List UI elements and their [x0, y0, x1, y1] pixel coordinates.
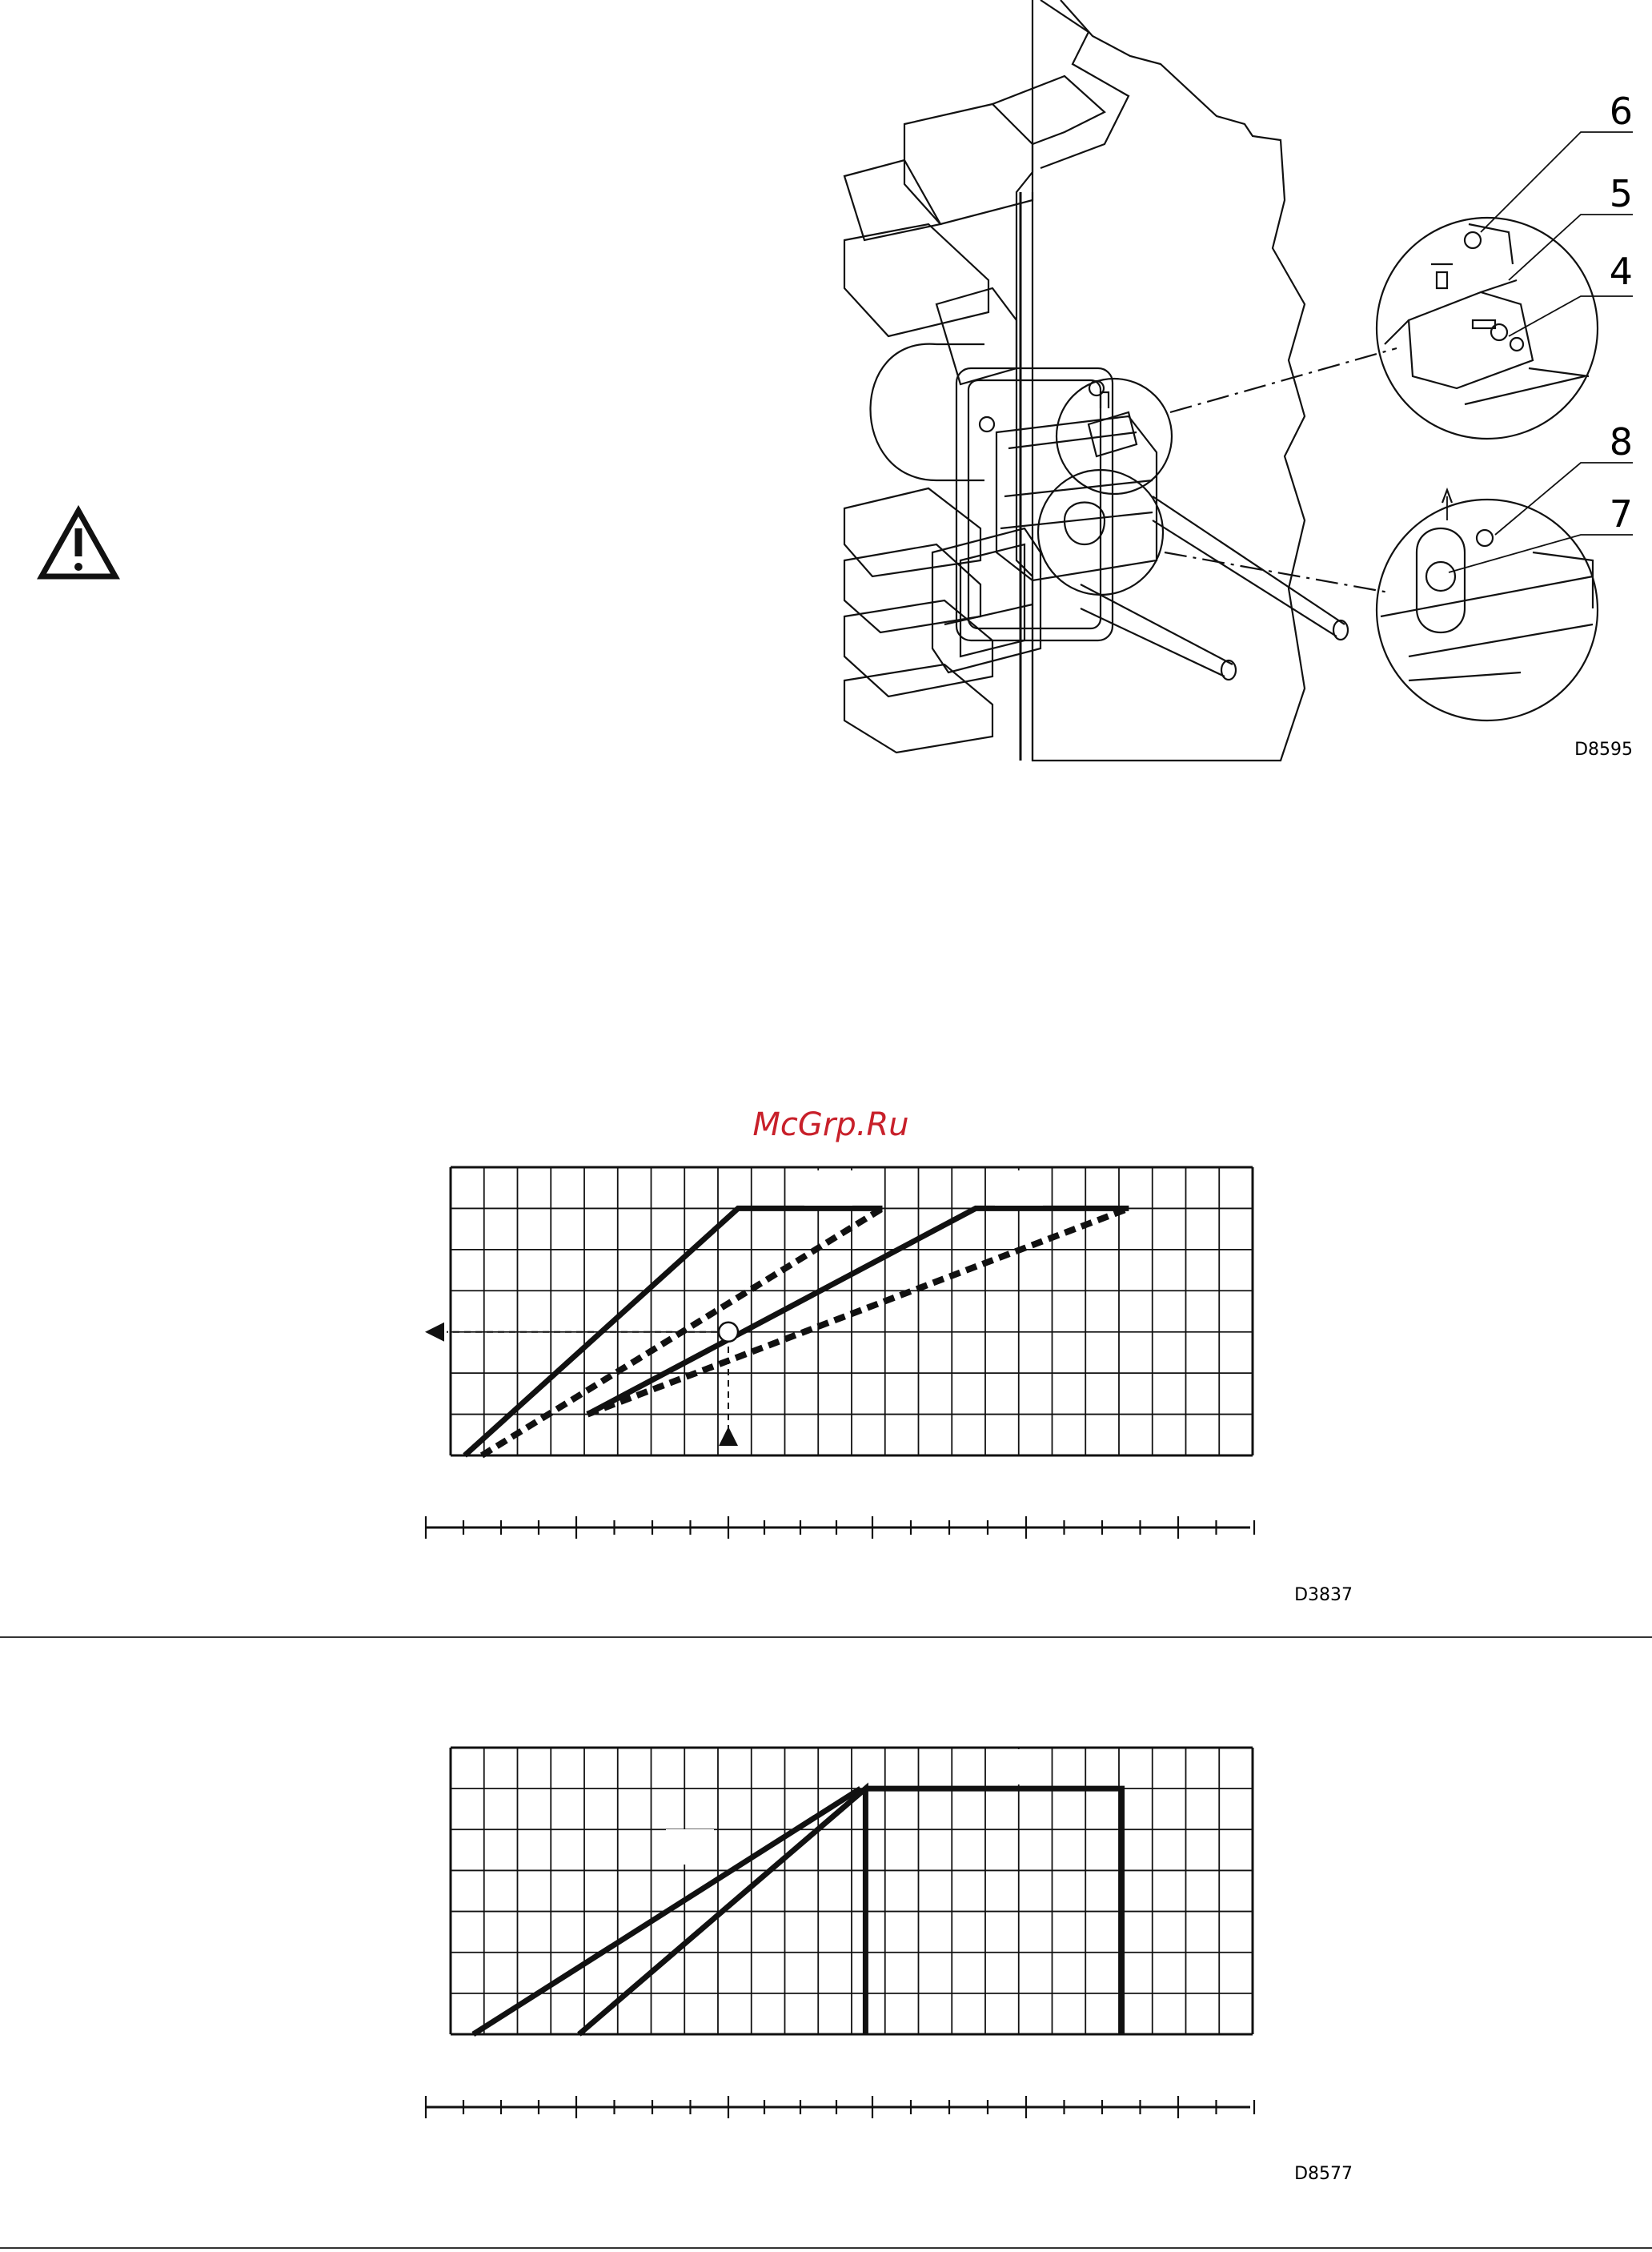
example-up-arrow [719, 1427, 738, 1446]
series-label-bg [804, 1170, 852, 1206]
callout-6: 6 [1609, 90, 1633, 133]
chart-d3837 [425, 1167, 1254, 1539]
callout-5: 5 [1609, 172, 1633, 215]
example-point-marker [719, 1323, 738, 1342]
chart-code-d3837: D3837 [1294, 1585, 1353, 1605]
callout-8: 8 [1609, 420, 1633, 464]
watermark-text: McGrp.Ru [752, 1106, 909, 1143]
callout-7: 7 [1609, 492, 1633, 536]
drawing-code-top: D8595 [1574, 740, 1633, 760]
series-line-44-dashed [587, 1208, 1129, 1414]
callout-4: 4 [1609, 250, 1633, 293]
example-left-arrow [425, 1323, 444, 1342]
series-label-bg [666, 1829, 714, 1865]
warning-triangle-icon [42, 511, 115, 576]
series-label-bg [995, 1170, 1043, 1206]
chart-d8577 [426, 1748, 1254, 2118]
series-label-bg [998, 1749, 1046, 1784]
burner-installation-drawing [844, 0, 1633, 761]
chart-code-d8577: D8577 [1294, 2164, 1353, 2184]
